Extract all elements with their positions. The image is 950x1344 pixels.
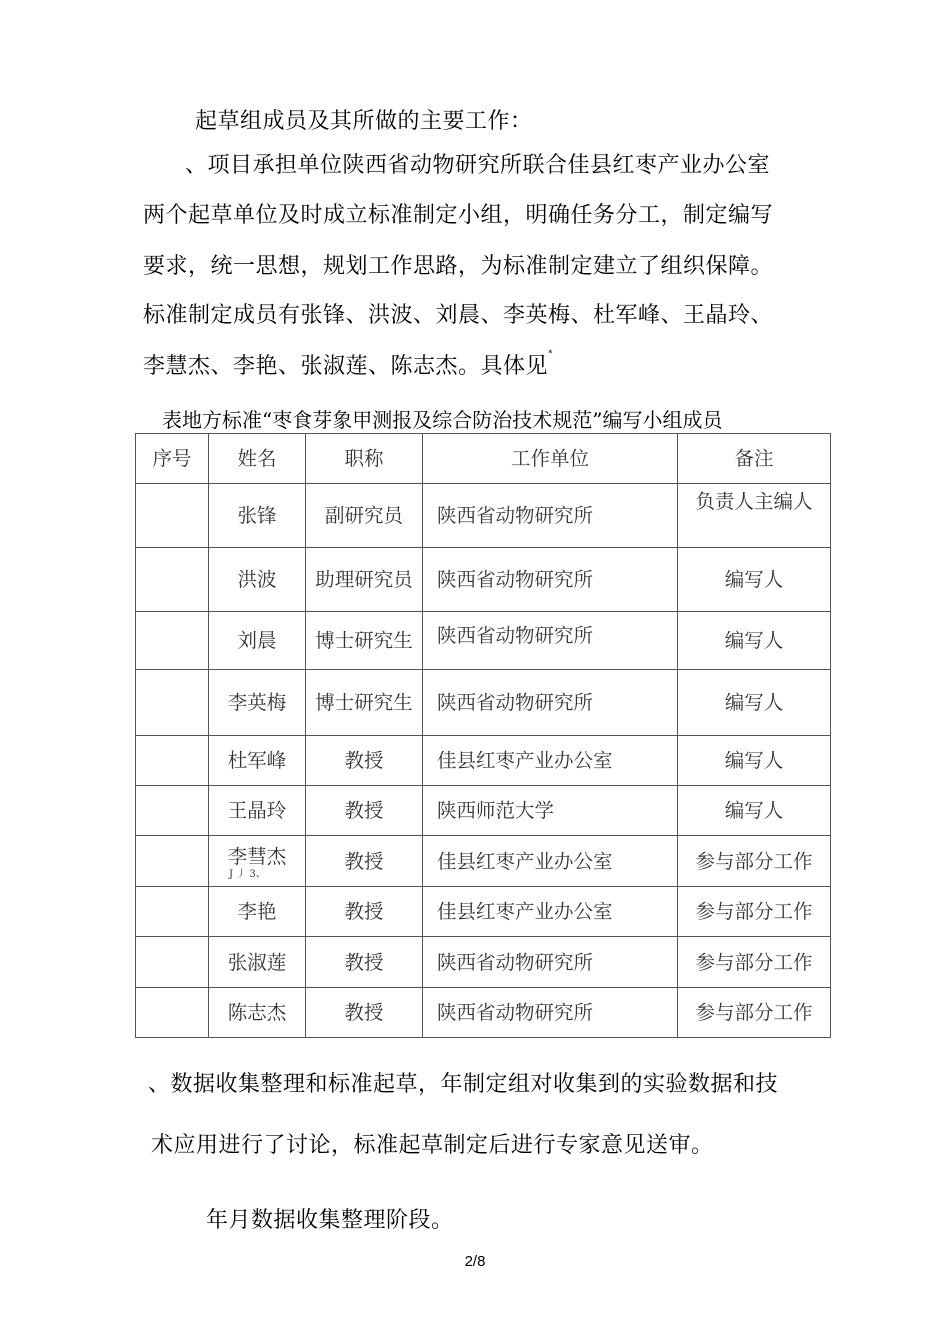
cell-title: 助理研究员 bbox=[306, 548, 423, 612]
body-paragraph-line: 年月数据收集整理阶段。 bbox=[206, 1208, 454, 1233]
cell-no bbox=[136, 937, 209, 988]
cell-unit: 陕西省动物研究所 bbox=[423, 484, 678, 548]
cell-note: 编写人 bbox=[678, 736, 831, 786]
body-paragraph-line: 标准制定成员有张锋、洪波、刘晨、李英梅、杜军峰、王晶玲、 bbox=[143, 303, 774, 328]
table-row bbox=[136, 786, 831, 836]
table-row bbox=[136, 937, 831, 988]
cell-name bbox=[209, 836, 306, 887]
cell-no bbox=[136, 836, 209, 887]
cell-name-artifact: J 丿 3、 bbox=[229, 868, 266, 880]
cell-name: 刘晨 bbox=[209, 612, 306, 670]
header-cell-name: 姓名 bbox=[209, 434, 306, 484]
cell-name-text: 李彗杰 bbox=[227, 844, 287, 868]
cell-no bbox=[136, 484, 209, 548]
table-row bbox=[136, 484, 831, 548]
cell-name: 李艳 bbox=[209, 887, 306, 937]
cell-unit: 陕西省动物研究所 bbox=[423, 670, 678, 736]
body-paragraph-line: 、数据收集整理和标准起草，年制定组对收集到的实验数据和技 bbox=[148, 1072, 779, 1097]
table-row bbox=[136, 736, 831, 786]
header-cell-note: 备注 bbox=[678, 434, 831, 484]
table-row bbox=[136, 988, 831, 1038]
cell-unit: 陕西省动物研究所 bbox=[423, 988, 678, 1038]
cell-title: 博士研究生 bbox=[306, 612, 423, 670]
member-table bbox=[135, 433, 831, 1038]
cell-note: 编写人 bbox=[678, 786, 831, 836]
header-cell-no: 序号 bbox=[136, 434, 209, 484]
cell-title: 教授 bbox=[306, 736, 423, 786]
cell-note: 参与部分工作 bbox=[678, 887, 831, 937]
header-cell-unit: 工作单位 bbox=[423, 434, 678, 484]
table-caption: 表地方标准“枣食芽象甲测报及综合防治技术规范”编写小组成员 bbox=[162, 408, 723, 432]
cell-unit: 陕西省动物研究所 bbox=[423, 548, 678, 612]
table-row bbox=[136, 612, 831, 670]
cell-no bbox=[136, 887, 209, 937]
cell-title: 教授 bbox=[306, 988, 423, 1038]
body-paragraph-text: 李慧杰、李艳、张淑莲、陈志杰。具体见 bbox=[143, 354, 549, 379]
cell-title: 教授 bbox=[306, 786, 423, 836]
cell-name: 洪波 bbox=[209, 548, 306, 612]
cell-unit: 佳县红枣产业办公室 bbox=[423, 736, 678, 786]
cell-title: 副研究员 bbox=[306, 484, 423, 548]
table-row bbox=[136, 670, 831, 736]
footnote-mark: * bbox=[548, 349, 554, 359]
page-number: 2/8 bbox=[464, 1253, 486, 1270]
cell-name: 杜军峰 bbox=[209, 736, 306, 786]
cell-name: 张锋 bbox=[209, 484, 306, 548]
cell-unit: 陕西省动物研究所 bbox=[423, 612, 678, 670]
cell-note: 参与部分工作 bbox=[678, 937, 831, 988]
body-paragraph-line: 术应用进行了讨论，标准起草制定后进行专家意见送审。 bbox=[151, 1133, 714, 1158]
header-cell-title: 职称 bbox=[306, 434, 423, 484]
section-heading: 起草组成员及其所做的主要工作： bbox=[195, 109, 533, 134]
cell-note: 参与部分工作 bbox=[678, 988, 831, 1038]
cell-name: 张淑莲 bbox=[209, 937, 306, 988]
cell-note: 负责人主编人 bbox=[678, 484, 831, 548]
body-paragraph-line: 两个起草单位及时成立标准制定小组，明确任务分工，制定编写 bbox=[143, 203, 774, 228]
cell-name: 陈志杰 bbox=[209, 988, 306, 1038]
table-row bbox=[136, 548, 831, 612]
cell-note: 编写人 bbox=[678, 670, 831, 736]
table-row bbox=[136, 887, 831, 937]
cell-name: 李英梅 bbox=[209, 670, 306, 736]
cell-no bbox=[136, 548, 209, 612]
table-header-row bbox=[136, 434, 831, 484]
cell-note: 编写人 bbox=[678, 612, 831, 670]
cell-no bbox=[136, 736, 209, 786]
cell-title: 教授 bbox=[306, 836, 423, 887]
cell-name: 王晶玲 bbox=[209, 786, 306, 836]
cell-title: 教授 bbox=[306, 937, 423, 988]
body-paragraph-line bbox=[143, 349, 553, 380]
body-paragraph-line: 、项目承担单位陕西省动物研究所联合佳县红枣产业办公室 bbox=[185, 153, 771, 178]
cell-unit: 佳县红枣产业办公室 bbox=[423, 836, 678, 887]
body-paragraph-line: 要求，统一思想，规划工作思路，为标准制定建立了组织保障。 bbox=[143, 254, 774, 279]
cell-no bbox=[136, 612, 209, 670]
table-row bbox=[136, 836, 831, 887]
cell-no bbox=[136, 786, 209, 836]
cell-note: 编写人 bbox=[678, 548, 831, 612]
cell-unit: 陕西省动物研究所 bbox=[423, 937, 678, 988]
cell-unit: 佳县红枣产业办公室 bbox=[423, 887, 678, 937]
cell-title: 博士研究生 bbox=[306, 670, 423, 736]
cell-unit: 陕西师范大学 bbox=[423, 786, 678, 836]
cell-title: 教授 bbox=[306, 887, 423, 937]
cell-no bbox=[136, 988, 209, 1038]
cell-note: 参与部分工作 bbox=[678, 836, 831, 887]
cell-no bbox=[136, 670, 209, 736]
